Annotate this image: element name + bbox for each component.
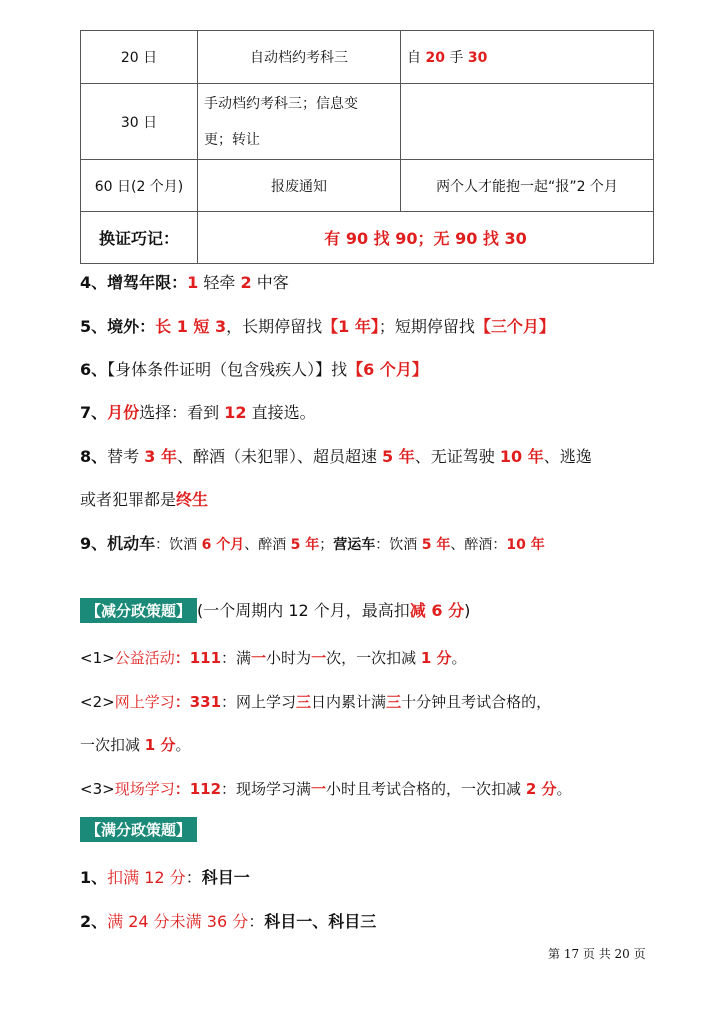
highlight: 【6 个月】 xyxy=(347,360,428,379)
text: 一次扣减 xyxy=(80,736,145,754)
highlight: 减 6 分 xyxy=(409,601,465,620)
highlight: 【1 年】 xyxy=(322,317,379,336)
text: ：饮酒 xyxy=(155,537,202,553)
item-5 xyxy=(80,314,555,337)
table-cell xyxy=(401,31,654,84)
item-9 xyxy=(80,531,545,554)
text: ，长期停留找 xyxy=(226,317,323,336)
text: ：网上学习 xyxy=(221,693,297,711)
text: ：满 xyxy=(221,649,252,667)
cell-number: 30 xyxy=(467,50,488,66)
text: ：现场学习满 xyxy=(221,780,312,798)
table-row xyxy=(81,160,654,212)
table-cell: 有 90 找 90；无 90 找 30 xyxy=(198,212,654,264)
full-heading xyxy=(80,817,197,842)
highlight: 12 xyxy=(224,403,247,422)
text: ；短期停留找 xyxy=(378,317,475,336)
text: 十分钟且考试合格的， xyxy=(401,693,552,711)
highlight: 1 分 xyxy=(144,736,176,754)
item-label: 2、 xyxy=(80,912,108,931)
table-cell: 两个人才能抱一起“报”2 个月 xyxy=(401,160,654,212)
text: 、醉酒 xyxy=(244,537,291,553)
highlight: 1 分 xyxy=(420,649,452,667)
highlight: 满 24 分未满 36 分 xyxy=(107,912,249,931)
text: ； xyxy=(319,537,334,553)
text: 选择：看到 xyxy=(139,403,225,422)
text: 、逃逸 xyxy=(543,447,592,466)
highlight: ：331 xyxy=(174,693,222,711)
highlight: 10 年 xyxy=(506,537,545,553)
highlight: 月份 xyxy=(107,403,140,422)
highlight: ：112 xyxy=(174,780,222,798)
text: ：饮酒 xyxy=(375,537,422,553)
reduce-item-3 xyxy=(80,778,572,799)
item-8-cont xyxy=(80,487,208,510)
text: 营运车 xyxy=(333,537,376,553)
highlight: 5 年 xyxy=(290,537,320,553)
text: ： xyxy=(248,912,265,931)
text: 、醉酒： xyxy=(450,537,507,553)
text: 、无证驾驶 xyxy=(414,447,500,466)
highlight: 2 xyxy=(240,273,252,292)
table-row xyxy=(81,84,654,160)
item-8 xyxy=(80,444,592,467)
text: 或者犯罪都是 xyxy=(80,490,177,509)
text: (一个周期内 12 个月，最高扣 xyxy=(197,601,410,620)
full-item-1 xyxy=(80,865,250,888)
highlight: 公益活动 xyxy=(114,649,175,667)
text: 直接选。 xyxy=(246,403,316,422)
text: 小时为 xyxy=(266,649,312,667)
highlight: 【三个月】 xyxy=(474,317,555,336)
highlight: 10 年 xyxy=(499,447,544,466)
highlight: 1 xyxy=(187,273,199,292)
highlight: 扣满 12 分 xyxy=(107,868,186,887)
text: <1> xyxy=(80,649,115,667)
cell-number: 20 xyxy=(425,50,445,66)
cell-text: 手动档约考科三；信息变 xyxy=(204,95,358,112)
highlight: 三 xyxy=(296,693,312,711)
text: 中客 xyxy=(251,273,289,292)
license-table xyxy=(80,30,654,264)
table-cell: 30 日 xyxy=(81,84,198,160)
highlight: 长 1 短 3 xyxy=(155,317,227,336)
text: <2> xyxy=(80,693,115,711)
table-cell: 20 日 xyxy=(81,31,198,84)
table-row xyxy=(81,31,654,84)
highlight: 三 xyxy=(386,693,402,711)
text: 小时且考试合格的，一次扣减 xyxy=(326,780,526,798)
full-item-2 xyxy=(80,909,376,932)
highlight: 终生 xyxy=(176,490,209,509)
reduce-item-2-cont xyxy=(80,734,190,755)
table-cell: 报废通知 xyxy=(198,160,401,212)
item-label: 4、增驾年限： xyxy=(80,273,188,292)
highlight: 一 xyxy=(311,649,327,667)
text: 科目一、科目三 xyxy=(264,912,377,931)
text: 。 xyxy=(175,736,191,754)
reduce-heading xyxy=(80,598,470,623)
item-4 xyxy=(80,270,289,293)
item-7 xyxy=(80,400,316,423)
page-footer: 第 17 页 共 20 页 xyxy=(548,947,646,961)
text: 、醉酒（未犯罪）、超员超速 xyxy=(176,447,383,466)
item-label: 9、机动车 xyxy=(80,534,156,553)
table-cell: 换证巧记： xyxy=(81,212,198,264)
item-6 xyxy=(80,357,428,380)
table-row xyxy=(81,212,654,264)
item-label: 1、 xyxy=(80,868,108,887)
table-cell: 60 日(2 个月) xyxy=(81,160,198,212)
table-cell: 自动档约考科三 xyxy=(198,31,401,84)
section-badge: 【减分政策题】 xyxy=(80,598,197,623)
text: 【身体条件证明（包含残疾人）】找 xyxy=(107,360,348,379)
highlight: 5 年 xyxy=(382,447,415,466)
text: 次，一次扣减 xyxy=(326,649,421,667)
cell-text: 自 xyxy=(407,50,426,66)
text: 。 xyxy=(556,780,572,798)
reduce-item-2 xyxy=(80,691,551,712)
reduce-item-1 xyxy=(80,647,467,668)
highlight: 2 分 xyxy=(525,780,557,798)
section-badge: 【满分政策题】 xyxy=(80,817,197,842)
highlight: 一 xyxy=(251,649,267,667)
text: <3> xyxy=(80,780,115,798)
highlight: 5 年 xyxy=(421,537,451,553)
text: 日内累计满 xyxy=(311,693,387,711)
item-label: 5、境外： xyxy=(80,317,156,336)
item-label: 8、 xyxy=(80,447,108,466)
item-label: 6、 xyxy=(80,360,108,379)
table-cell xyxy=(401,84,654,160)
text: ： xyxy=(185,868,202,887)
text: ) xyxy=(464,601,471,620)
text: 替考 xyxy=(107,447,145,466)
text: 科目一 xyxy=(201,868,250,887)
table-cell xyxy=(198,84,401,160)
text: 轻牵 xyxy=(198,273,241,292)
highlight: 现场学习 xyxy=(114,780,175,798)
highlight: 6 个月 xyxy=(201,537,245,553)
highlight: 网上学习 xyxy=(114,693,175,711)
text: 。 xyxy=(451,649,467,667)
highlight: 3 年 xyxy=(144,447,177,466)
cell-text: 更；转让 xyxy=(204,131,260,148)
item-label: 7、 xyxy=(80,403,108,422)
cell-text: 手 xyxy=(444,50,468,66)
highlight: ：111 xyxy=(174,649,222,667)
highlight: 一 xyxy=(311,780,327,798)
